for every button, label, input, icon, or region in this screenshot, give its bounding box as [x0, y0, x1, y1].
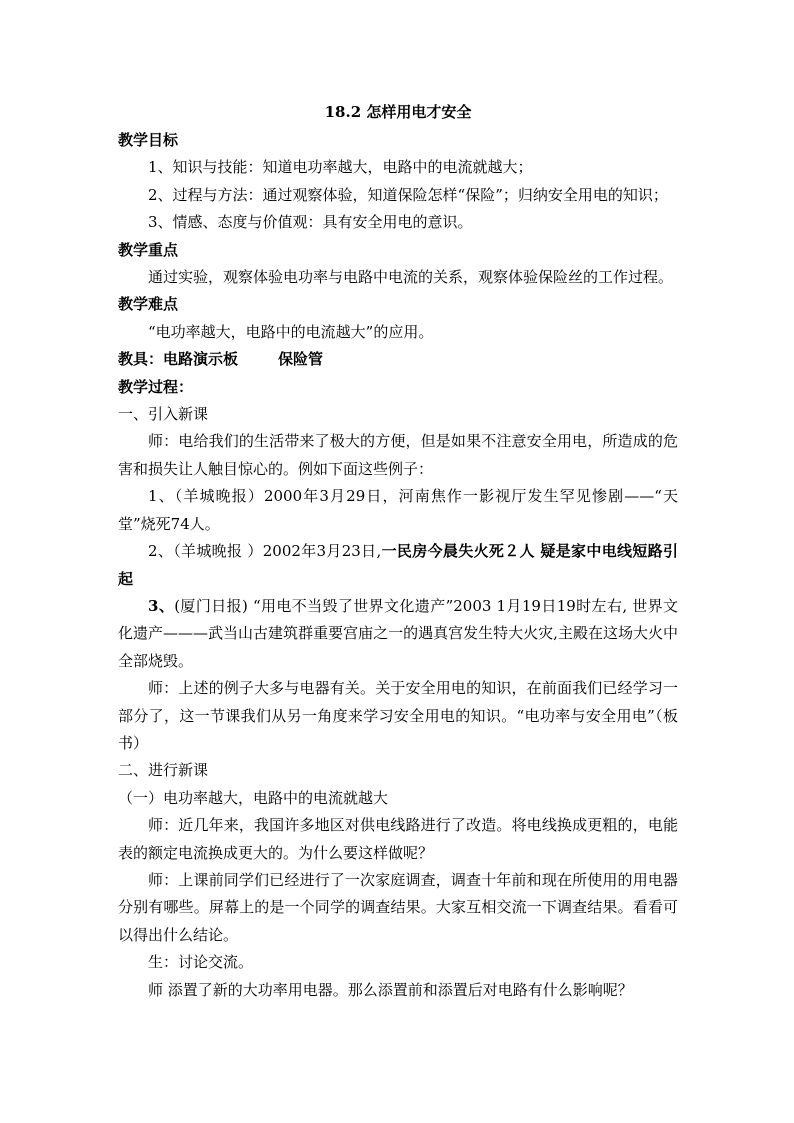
student-response: 生：讨论交流。 [148, 953, 254, 972]
goals-heading: 教学目标 [118, 131, 179, 149]
teacher-summary: 师：上述的例子大多与电器有关。关于安全用电的知识，在前面我们已经学习一部分了，这一节课我们从另一角度来学习安全用电的知识。“电功率与安全用电”（板书） [118, 679, 678, 752]
key-points-text: 通过实验，观察体验电功率与电路中电流的关系，观察体验保险丝的工作过程。 [148, 268, 674, 287]
tools-label: 教具：电路演示板 [118, 350, 239, 369]
example-1: 1、（羊城晚报）2000年3月29日，河南焦作一影视厅发生罕见惨剧——“天堂”烧死74人。 [118, 487, 678, 533]
goal-item-3: 3、情感、态度与价值观：具有安全用电的意识。 [148, 213, 473, 232]
teacher-question-1: 师：近几年来，我国许多地区对供电线路进行了改造。将电线换成更粗的，电能表的额定电流换成更大的。为什么要这样做呢？ [118, 816, 678, 862]
section-2-heading: 二、进行新课 [118, 761, 209, 780]
example-3-text: (厦门日报) “用电不当毁了世界文化遗产”2003 1月19日19时左右, 世界文化遗产———武当山古建筑群重要宫庙之一的遇真宫发生特大火灾,主殿在这场大火中全部烧毁。 [118, 596, 678, 670]
teacher-intro: 师：电给我们的生活带来了极大的方便，但是如果不注意安全用电，所造成的危害和损失让人触目惊心的。例如下面这些例子： [118, 432, 678, 478]
section-1-heading: 一、引入新课 [118, 405, 209, 424]
tools-line [118, 346, 678, 373]
example-2 [118, 538, 678, 593]
process-heading: 教学过程： [118, 377, 194, 396]
tools-item-2: 保险管 [278, 350, 324, 369]
subsection-1-heading: （一）电功率越大，电路中的电流就越大 [118, 788, 389, 807]
teacher-question-3: 师 添置了新的大功率用电器。那么添置前和添置后对电路有什么影响呢？ [148, 980, 633, 999]
goal-item-2: 2、过程与方法：通过观察体验，知道保险怎样“保险”；归纳安全用电的知识； [148, 185, 668, 204]
example-2-source: 2、（羊城晚报 ）2002年3月23日, [148, 542, 382, 561]
document-page [118, 100, 678, 1004]
document-title: 18.2 怎样用电才安全 [324, 103, 472, 121]
difficulties-text: “电功率越大，电路中的电流越大”的应用。 [148, 322, 434, 341]
key-points-heading: 教学重点 [118, 240, 179, 259]
goal-item-1: 1、知识与技能：知道电功率越大，电路中的电流就越大； [148, 158, 533, 177]
example-2-headline: 一民房今晨失火死２人 疑是家中电线短路引起 [118, 542, 678, 588]
difficulties-heading: 教学难点 [118, 295, 179, 314]
example-3 [118, 593, 678, 675]
teacher-question-2: 师：上课前同学们已经进行了一次家庭调查，调查十年前和现在所使用的用电器分别有哪些。屏幕上的是一个同学的调查结果。大家互相交流一下调查结果。看看可以得出什么结论。 [118, 870, 678, 944]
example-3-number: 3、 [148, 596, 175, 615]
